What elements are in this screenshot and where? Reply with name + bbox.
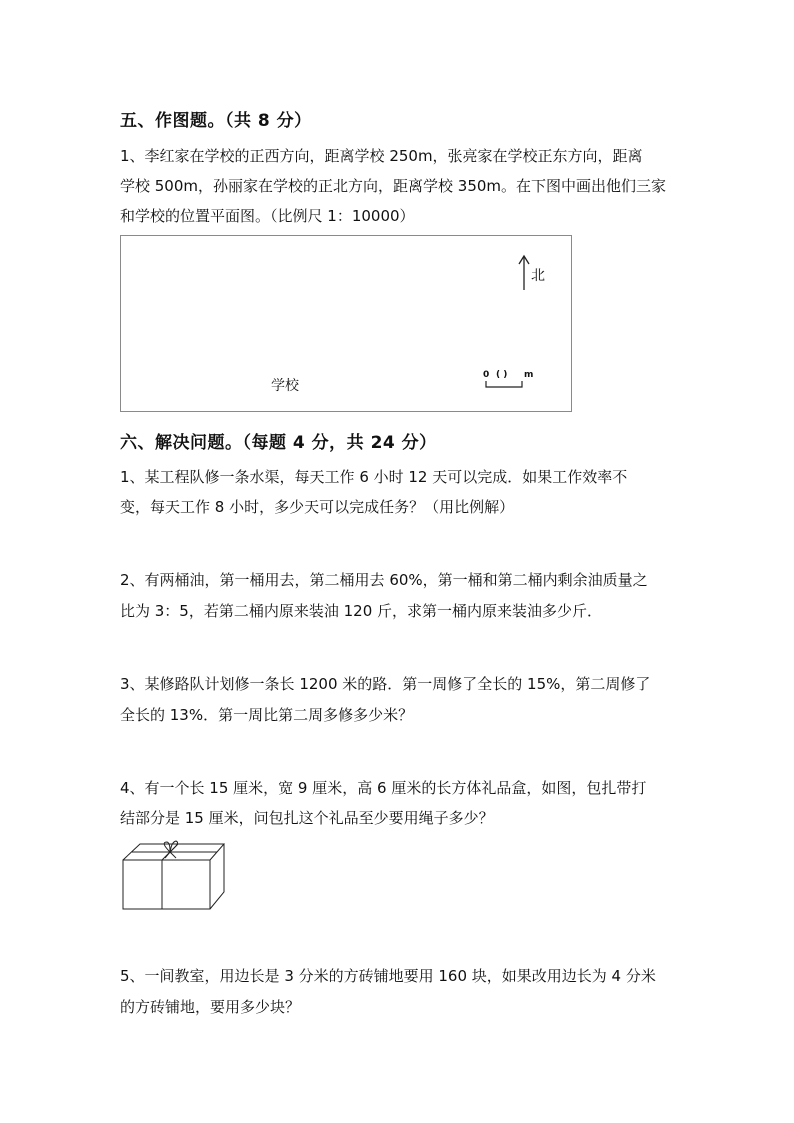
scale-blank: ( )	[496, 370, 508, 380]
position-map-box	[120, 235, 572, 412]
s5-q1-line-2: 学校 500m，孙丽家在学校的正北方向，距离学校 350m。在下图中画出他们三家	[120, 177, 667, 195]
scale-unit: m	[524, 370, 534, 380]
s5-q1-line-3: 和学校的位置平面图。（比例尺 1：10000）	[120, 207, 415, 225]
s6-q5-line-1: 5、一间教室，用边长是 3 分米的方砖铺地要用 160 块，如果改用边长为 4 分米	[120, 967, 656, 985]
gift-box-icon	[120, 838, 228, 914]
school-label: 学校	[271, 378, 299, 394]
s6-q2-line-2: 比为 3：5，若第二桶内原来装油 120 斤，求第一桶内原来装油多少斤．	[120, 602, 603, 620]
s6-q1-line-1: 1、某工程队修一条水渠，每天工作 6 小时 12 天可以完成．如果工作效率不	[120, 468, 628, 486]
s6-q3-line-1: 3、某修路队计划修一条长 1200 米的路．第一周修了全长的 15%，第二周修了	[120, 675, 651, 693]
s6-q4-line-2: 结部分是 15 厘米，问包扎这个礼品至少要用绳子多少？	[120, 809, 494, 827]
scale-bar-icon	[481, 380, 531, 390]
s5-q1-line-1: 1、李红家在学校的正西方向，距离学校 250m，张亮家在学校正东方向，距离	[120, 147, 643, 165]
section-5-heading: 五、作图题。（共 8 分）	[120, 111, 312, 131]
s6-q4-line-1: 4、有一个长 15 厘米，宽 9 厘米，高 6 厘米的长方体礼品盒，如图，包扎带打	[120, 779, 647, 797]
s6-q1-line-2: 变，每天工作 8 小时，多少天可以完成任务？（用比例解）	[120, 498, 515, 516]
north-label: 北	[531, 268, 545, 284]
section-6-heading: 六、解决问题。（每题 4 分，共 24 分）	[120, 433, 437, 453]
s6-q5-line-2: 的方砖铺地，要用多少块？	[120, 998, 301, 1016]
s6-q3-line-2: 全长的 13%．第一周比第二周多修多少米？	[120, 706, 414, 724]
scale-zero: 0	[483, 370, 490, 380]
s6-q2-line-1: 2、有两桶油，第一桶用去，第二桶用去 60%，第一桶和第二桶内剩余油质量之	[120, 571, 648, 589]
